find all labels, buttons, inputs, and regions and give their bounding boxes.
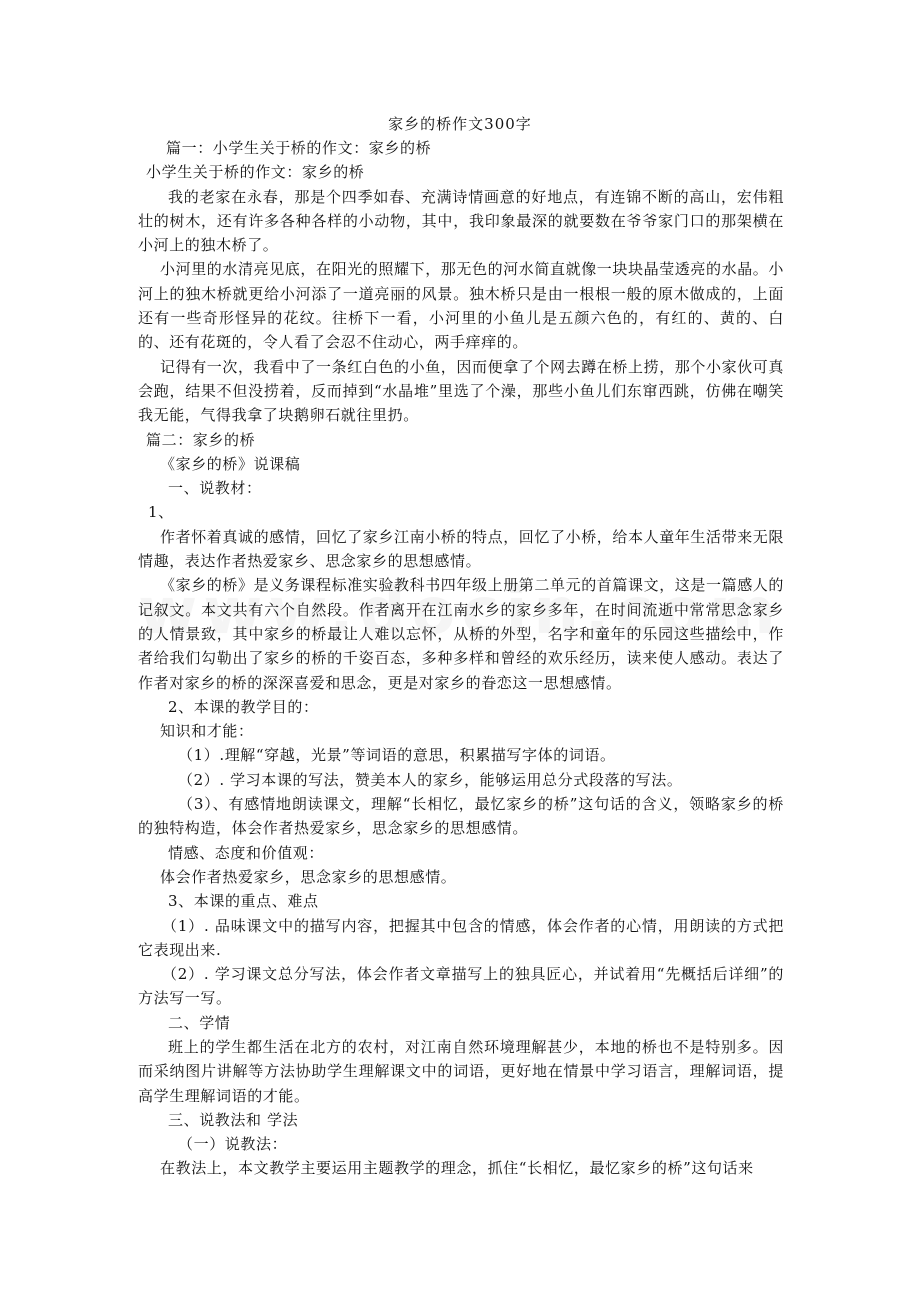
paragraph: 1、	[148, 503, 174, 522]
paragraph: 情感、态度和价值观：	[168, 843, 325, 862]
paragraph: 班上的学生都生活在北方的农村，对江南自然环境理解甚少，本地的桥也不是特别多。因而采纳图片讲解等方法协助学生理解课文中的词语，更好地在情景中学习语言，理解词语，提高学生理解词语的才能。	[138, 1037, 784, 1105]
paragraph: 二、学情	[168, 1013, 231, 1032]
section-heading: 篇二：家乡的桥	[146, 430, 256, 449]
paragraph: 小河里的水清亮见底，在阳光的照耀下，那无色的河水简直就像一块块晶莹透亮的水晶。小河上的独木桥就更给小河添了一道亮丽的风景。独木桥只是由一根根一般的原木做成的，上面还有一些奇形怪异的花纹。往桥下一看，小河里的小鱼儿是五颜六色的，有红的、黄的、白的、还有花斑的，令人看了会忍不住动心，两手痒痒的。	[138, 260, 785, 352]
paragraph: （2）. 学习本课的写法，赞美本人的家乡，能够运用总分式段落的写法。	[178, 770, 683, 789]
document-body	[138, 136, 784, 1181]
paragraph: 记得有一次，我看中了一条红白色的小鱼，因而便拿了个网去蹲在桥上捞，那个小家伙可真会跑，结果不但没捞着，反而掉到“水晶堆”里选了个澡，那些小鱼儿们东窜西跳，仿佛在嘲笑我无能，气得我拿了块鹅卵石就往里扔。	[138, 357, 785, 425]
paragraph: 一、说教材：	[168, 479, 262, 498]
paragraph: 三、说教法和 学法	[168, 1110, 299, 1129]
paragraph: 我的老家在永春，那是个四季如春、充满诗情画意的好地点，有连锦不断的高山，宏伟粗壮的树木，还有许多各种各样的小动物，其中，我印象最深的就要数在爷爷家门口的那架横在小河上的独木桥了。	[138, 187, 784, 255]
paragraph: （1）. 品味课文中的描写内容，把握其中包含的情感，体会作者的心情，用朗读的方式把它表现出来.	[138, 916, 784, 959]
section-heading: 篇一：小学生关于桥的作文：家乡的桥	[166, 139, 432, 157]
paragraph: （3）、有感情地朗读课文，理解“长相忆，最忆家乡的桥”这句话的含义，领略家乡的桥的独特构造，体会作者热爱家乡，思念家乡的思想感情。	[138, 795, 784, 838]
paragraph: 《家乡的桥》说课稿	[160, 454, 301, 473]
paragraph: 2、本课的教学目的：	[168, 697, 319, 716]
paragraph: （一）说教法：	[178, 1135, 288, 1154]
paragraph: 小学生关于桥的作文：家乡的桥	[146, 163, 365, 182]
paragraph: 知识和才能：	[160, 722, 254, 741]
paragraph: 《家乡的桥》是义务课程标准实验教科书四年级上册第二单元的首篇课文，这是一篇感人的记叙文。本文共有六个自然段。作者离开在江南水乡的家乡多年，在时间流逝中常常思念家乡的人情景致，其中家乡的桥最让人难以忘怀，从桥的外型，名字和童年的乐园这些描绘中，作者给我们勾勒出了家乡的桥的千姿百态，多种多样和曾经的欢乐经历，读来使人感动。表达了作者对家乡的桥的深深喜爱和思念，更是对家乡的眷恋这一思想感情。	[138, 576, 785, 692]
paragraph: 体会作者热爱家乡，思念家乡的思想感情。	[160, 867, 457, 886]
paragraph: 3、本课的重点、难点	[168, 892, 319, 911]
paragraph: 在教法上，本文教学主要运用主题教学的理念，抓住“长相忆，最忆家乡的桥”这句话来	[160, 1159, 754, 1178]
document-title: 家乡的桥作文300字	[388, 115, 532, 133]
paragraph: 作者怀着真诚的感情，回忆了家乡江南小桥的特点，回忆了小桥，给本人童年生活带来无限情趣，表达作者热爱家乡、思念家乡的思想感情。	[138, 527, 785, 571]
paragraph: （1）.理解“穿越，光景”等词语的意思，积累描写字体的词语。	[178, 746, 616, 765]
paragraph: （2）. 学习课文总分写法，体会作者文章描写上的独具匠心，并试着用“先概括后详细”的方法写一写。	[138, 965, 784, 1008]
